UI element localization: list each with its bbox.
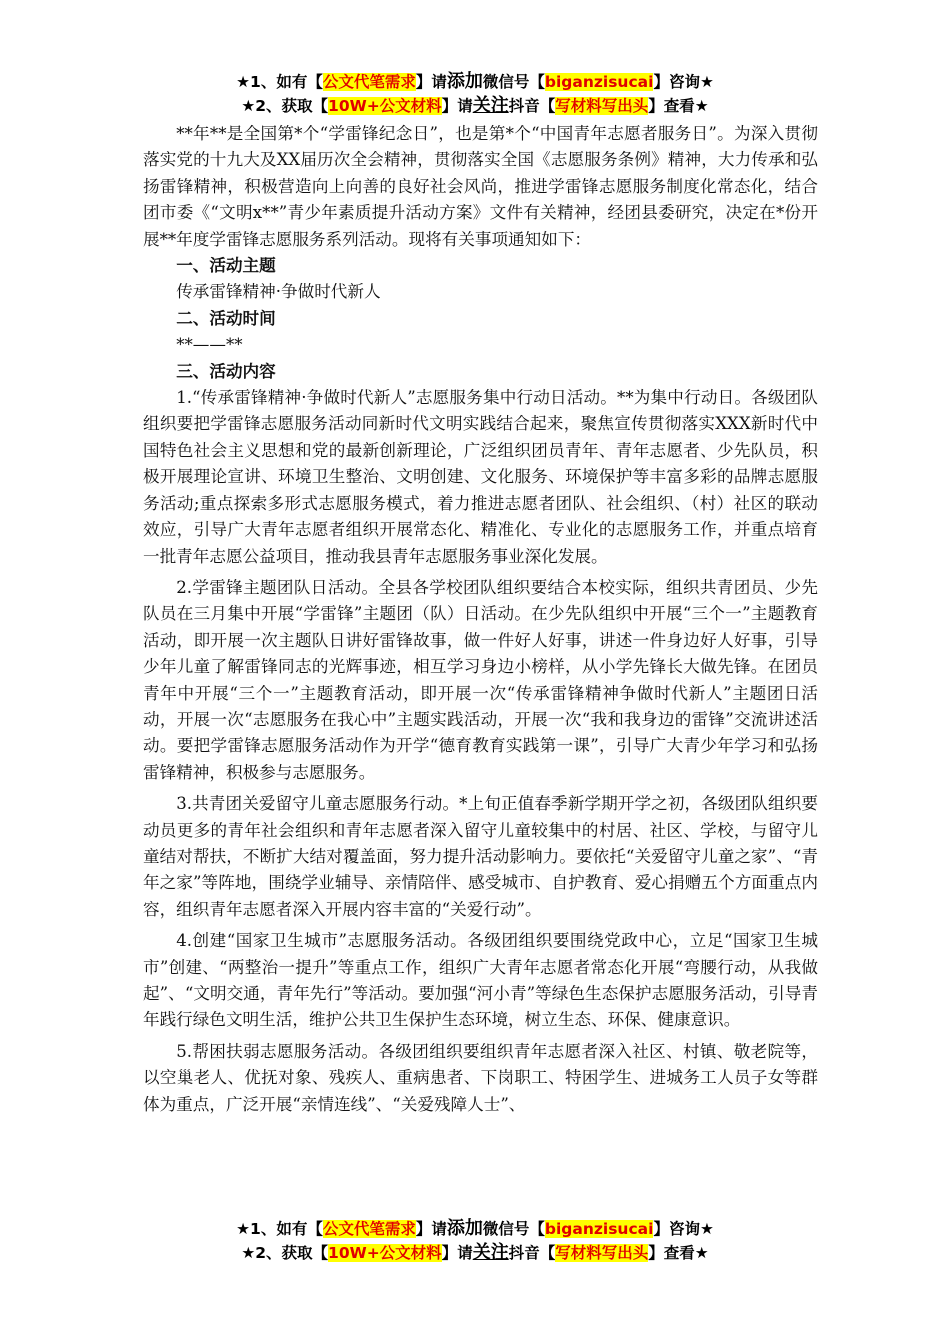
content-item-2: 2.学雷锋主题团队日活动。全县各学校团队组织要结合本校实际，组织共青团员、少先队员在三月集中开展“学雷锋”主题团（队）日活动。在少先队组织中开展“三个一”主题教育活动，即开展一次主题队日讲好雷锋故事，做一件好人好事，讲述一件身边好人好事，引导少年儿童了解雷锋同志的光辉事迹，相互学习身边小榜样，从小学先锋长大做先锋。在团员青年中开展“三个一”主题教育活动，即开展一次“传承雷锋精神争做时代新人”主题团日活动，开展一次“志愿服务在我心中”主题实践活动，开展一次“我和我身边的雷锋”交流讲述活动。要把学雷锋志愿服务活动作为开学“德育教育实践第一课”，引导广大青少年学习和弘扬雷锋精神，积极参与志愿服务。 [143,577,818,782]
promo-text: 】咨询★ [653,1220,714,1238]
promo-emphasis: 关注 [472,95,509,116]
promo-text: ★2、获取【 [241,97,329,115]
promo-emphasis: 添加 [446,71,483,92]
promo-text: 微信号【 [482,73,545,91]
promo-text: 】请 [415,73,447,91]
section-heading-time: 二、活动时间 [176,308,276,328]
promo-text: ★1、如有【 [236,73,323,91]
section-heading-theme: 一、活动主题 [176,256,276,276]
promo-highlight: 公文代笔需求 [322,1220,416,1238]
promo-line-1 [0,1217,950,1241]
document-body [143,121,818,1118]
promo-emphasis: 关注 [472,1242,509,1263]
promo-emphasis: 添加 [446,1218,483,1239]
time-text: **——** [176,335,243,355]
promo-highlight: 10W+公文材料 [328,1244,442,1262]
promo-highlight-douyin: 写材料写出头 [555,1244,649,1262]
promo-highlight: 10W+公文材料 [328,97,442,115]
promo-text: ★1、如有【 [236,1220,323,1238]
promo-text: 】请 [415,1220,447,1238]
promo-text: 微信号【 [482,1220,545,1238]
promo-highlight: 公文代笔需求 [322,73,416,91]
promo-text: 】咨询★ [653,73,714,91]
theme-text: 传承雷锋精神·争做时代新人 [176,282,381,302]
promo-text: 抖音【 [508,97,556,115]
promo-highlight-wechat: biganzisucai [544,73,654,91]
section-heading-content: 三、活动内容 [176,361,276,381]
content-item-5: 5.帮困扶弱志愿服务活动。各级团组织要组织青年志愿者深入社区、村镇、敬老院等，以空巢老人、优抚对象、残疾人、重病患者、下岗职工、特困学生、进城务工人员子女等群体为重点，广泛开展“亲情连线”、“关爱残障人士”、 [143,1041,818,1114]
promo-text: 抖音【 [508,1244,556,1262]
promo-highlight-douyin: 写材料写出头 [555,97,649,115]
content-item-4: 4.创建“国家卫生城市”志愿服务活动。各级团组织要围绕党政中心，立足“国家卫生城市”创建、“两整治一提升”等重点工作，组织广大青年志愿者常态化开展“弯腰行动，从我做起”、“文明交通，青年先行”等活动。要加强“河小青”等绿色生态保护志愿服务活动，引导青年践行绿色文明生活，维护公共卫生保护生态环境，树立生态、环保、健康意识。 [143,931,818,1030]
promo-banner-bottom [0,1217,950,1265]
promo-text: 】查看★ [648,1244,709,1262]
content-item-1: 1.“传承雷锋精神·争做时代新人”志愿服务集中行动日活动。**为集中行动日。各级团队组织要把学雷锋志愿服务活动同新时代文明实践结合起来，聚焦宣传贯彻落实XXX新时代中国特色社会主义思想和党的最新创新理论，广泛组织团员青年、青年志愿者、少先队员，积极开展理论宣讲、环境卫生整治、文明创建、文化服务、环境保护等丰富多彩的品牌志愿服务活动;重点探索多形式志愿服务模式，着力推进志愿者团队、社会组织、（村）社区的联动效应，引导广大青年志愿者组织开展常态化、精准化、专业化的志愿服务工作，并重点培育一批青年志愿公益项目，推动我县青年志愿服务事业深化发展。 [143,388,818,566]
promo-line-2 [0,94,950,118]
intro-paragraph: **年**是全国第*个“学雷锋纪念日”，也是第*个“中国青年志愿者服务日”。为深入贯彻落实党的十九大及XX届历次全会精神，贯彻落实全国《志愿服务条例》精神，大力传承和弘扬雷锋精神，积极营造向上向善的良好社会风尚，推进学雷锋志愿服务制度化常态化，结合团市委《“文明x**”青少年素质提升活动方案》文件有关精神，经团县委研究，决定在*份开展**年度学雷锋志愿服务系列活动。现将有关事项通知如下： [143,124,818,249]
promo-highlight-wechat: biganzisucai [544,1220,654,1238]
promo-line-1 [0,70,950,94]
promo-line-2 [0,1241,950,1265]
promo-text: 】请 [441,97,473,115]
promo-text: 】查看★ [648,97,709,115]
content-item-3: 3.共青团关爱留守儿童志愿服务行动。*上旬正值春季新学期开学之初，各级团队组织要动员更多的青年社会组织和青年志愿者深入留守儿童较集中的村居、社区、学校，与留守儿童结对帮扶，不断扩大结对覆盖面，努力提升活动影响力。要依托“关爱留守儿童之家”、“青年之家”等阵地，围绕学业辅导、亲情陪伴、感受城市、自护教育、爱心捐赠五个方面重点内容，组织青年志愿者深入开展内容丰富的“关爱行动”。 [143,794,818,919]
promo-text: 】请 [441,1244,473,1262]
promo-text: ★2、获取【 [241,1244,329,1262]
promo-banner-top [0,70,950,118]
